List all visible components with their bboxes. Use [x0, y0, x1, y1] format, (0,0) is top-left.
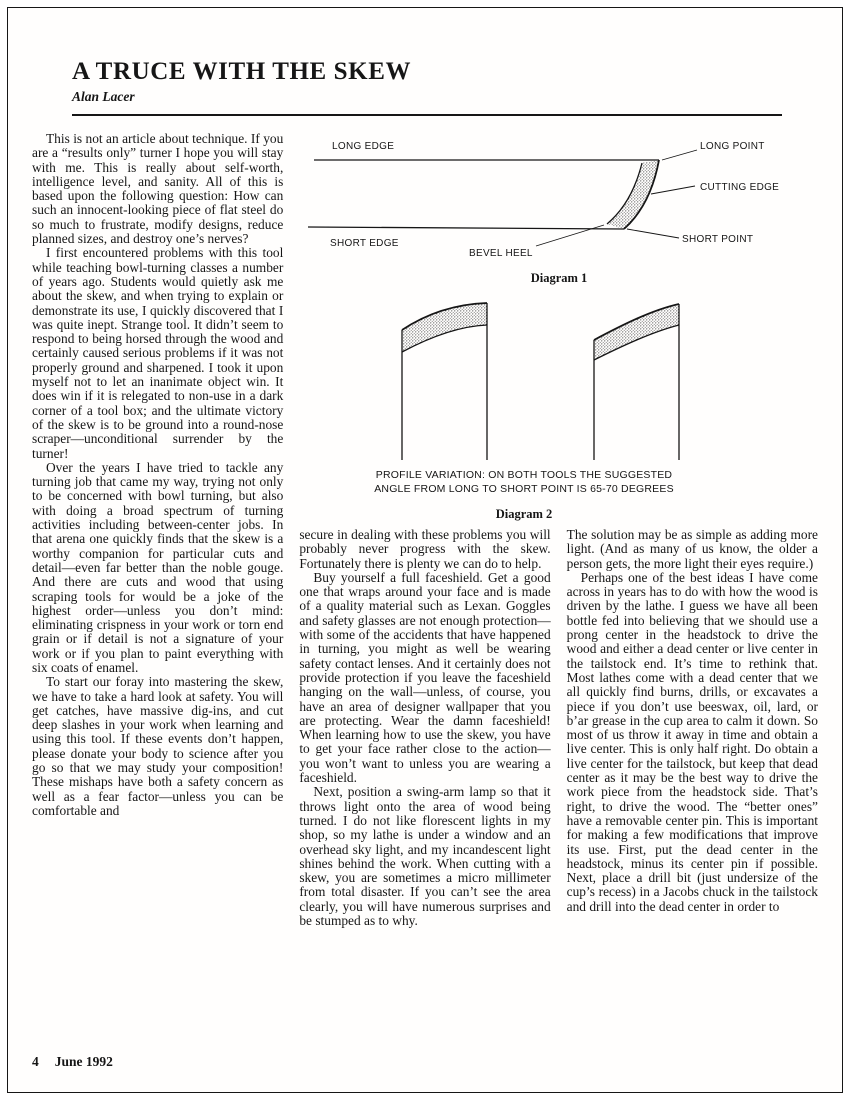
tool-profile-right [594, 304, 679, 460]
page-number: 4 [32, 1054, 39, 1069]
paragraph: To start our foray into mastering the skew, we have to take a hard look at safety. You will get catches, have massive dig-ins, and cut deep slashes in your work when learning and using this tool. If these events don’t happen, please donate your body to science after you go so that we may study your composition! These mishaps have both a safety concern as well as a fear factor—unless you can be comfortable and [32, 674, 284, 818]
short-point-label: SHORT POINT [681, 234, 753, 245]
paragraph: Perhaps one of the best ideas I have come across in years has to do with how the wood is driven by the lathe. I guess we have all been bottle fed into believing that we should use a prong center in the headstock to drive the wood and either a dead center or live center in the tailstock end. It’s time to rethink that. Most lathes come with a dead center that we all quickly find burns, drills, or excavates a piece if you don’t use beeswax, oil, lard, or b’ar grease in the cup area to calm it down. So most of us throw it away in time and obtain a live center. This is only half right. Do obtain a live center for the tailstock, but keep that dead center as it may be the best way to drive the work piece from the headstock side. That’s right, to drive the wood. The “better ones” have a removable center pin. This is important for making a few modifications that improve its use. First, put the dead center in the headstock, minus its center pin if possible. Next, place a drill bit (just undersize of the cup’s recess) in a Jacobs chuck in the tailstock and drill into the dead center in order to [566, 569, 818, 914]
tool-profile-left [402, 303, 487, 460]
cutting-edge-leader [651, 186, 695, 194]
long-edge-label: LONG EDGE [331, 141, 394, 152]
article-header [8, 8, 842, 116]
paragraph: Over the years I have tried to tackle any turning job that came my way, trying not only to be concerned with bowl turning, but also with doing a broad spectrum of turning activities including between-center jobs. In that arena one quickly finds that the skew is a worthy companion for particular cuts and detail—even far better than the noble gouge. And there are cuts and wood that using scraping tools for would be a joke of the highest order—unless you don’t mind: eliminating crispness in your work or torn end grain or if detail is not a signature of your work or if you plan to paint everything with six coats of enamel. [32, 459, 284, 675]
diagram-1-figure [304, 132, 814, 292]
diagram-1-caption: Diagram 1 [530, 271, 587, 285]
article-body [8, 132, 842, 928]
column-2 [299, 528, 550, 928]
header-rule [72, 114, 782, 116]
long-point-leader [662, 150, 697, 160]
paragraph: The solution may be as simple as adding more light. (And as many of us know, the older a person gets, the more light their eyes require.) [566, 527, 818, 571]
diagram-2-caption-line-1: PROFILE VARIATION: ON BOTH TOOLS THE SUGGESTED [375, 469, 672, 481]
diagram-1-leaders [536, 150, 697, 246]
paragraph: This is not an article about technique. If you are a “results only” turner I hope you will stay with me. This is really about self-worth, intelligence level, and sanity. All of this is based upon the following question: How can such an innocent-looking piece of flat steel do so much to frustrate, modify designs, reduce planned sizes, and destroy one’s nerves? [32, 131, 284, 247]
magazine-page [7, 7, 843, 1093]
paragraph: secure in dealing with these problems you will probably never progress with the skew. Fortunately there is plenty we can do to help. [299, 527, 551, 571]
author-byline: Alan Lacer [72, 89, 135, 104]
skew-chisel-drawing [308, 160, 659, 229]
diagram-2-caption-line-2: ANGLE FROM LONG TO SHORT POINT IS 65-70 DEGREES [373, 483, 674, 495]
paragraph: I first encountered problems with this tool while teaching bowl-turning classes a number of years ago. Students would quietly ask me about the skew, and when trying to explain or demonstrate its use, I quickly discovered that I was quite inept. Strange tool. It didn’t seem to respond to being horsed through the wood and certainly caused serious problems if it was not properly ground and sharpened. I took it upon myself not to let an inanimate object win. It does win if it is relegated to non-use in a dark corner of a tool box; and the ultimate victory of the skew is to be ground into a round-nose scraper—unconditional surrender by the turner! [32, 245, 284, 461]
article-title: A TRUCE WITH THE SKEW [72, 58, 412, 85]
paragraph: Next, position a swing-arm lamp so that it throws light onto the area of wood being turned. I do not like florescent lights in my shop, so my lathe is under a window and an overhead sky light, and my incandescent light shines behind the work. When cutting with a skew, you are sometimes a micro millimeter from total disaster. If you can’t see the area clearly, you will have numerous surprises and be stumped as to why. [299, 784, 551, 929]
cutting-edge-label: CUTTING EDGE [699, 182, 779, 193]
diagram-2-figure [304, 292, 814, 528]
paragraph: Buy yourself a full faceshield. Get a good one that wraps around your face and is made of a quality material such as Lexan. Goggles and safety glasses are not enough protection—with some of the accidents that have happened in turning, you might as well be wearing safety contact lenses. And it certainly does not provide protection if you leave the faceshield hanging on the wall—unless, of course, you have an area of designer wallpaper that you are protecting. Wear the damn faceshield! When learning how to use the skew, you have to get your face rather close to the action—you won’t want to unless you are wearing a faceshield. [299, 569, 551, 786]
column-3 [567, 528, 818, 928]
page-footer [32, 1054, 113, 1070]
bevel-heel-label: BEVEL HEEL [468, 248, 533, 259]
column-1 [32, 132, 283, 928]
diagram-panel [299, 132, 818, 528]
short-point-leader [627, 229, 679, 238]
chisel-short-edge-line [308, 227, 624, 229]
right-bevel-stipple [594, 304, 679, 360]
long-point-label: LONG POINT [699, 141, 765, 152]
issue-date: June 1992 [54, 1054, 113, 1069]
diagram-2-caption: Diagram 2 [495, 507, 552, 521]
short-edge-label: SHORT EDGE [329, 238, 399, 249]
